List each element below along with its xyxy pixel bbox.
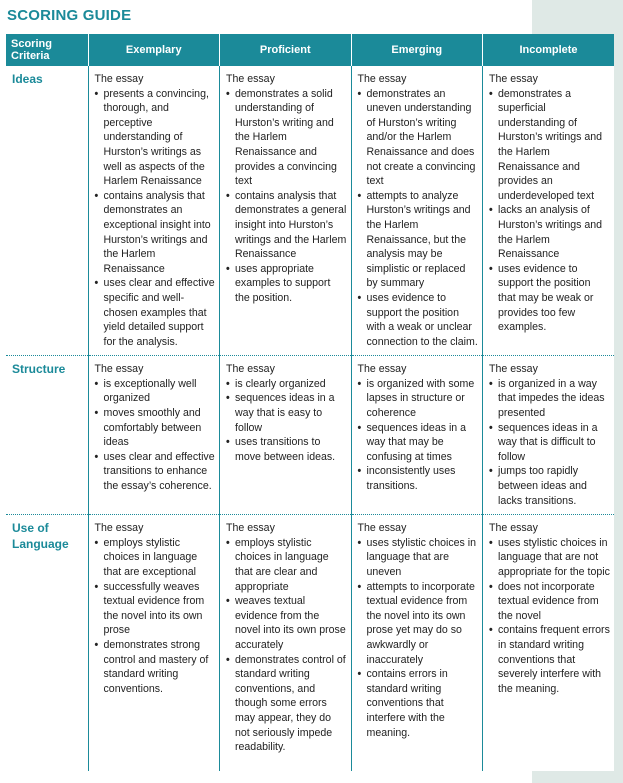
rubric-cell-emerging <box>351 66 483 356</box>
criteria-bullet: • does not incorporate textual evidence from the novel <box>489 580 610 624</box>
criteria-row-structure <box>6 356 614 515</box>
header-exemplary: Exemplary <box>88 34 220 66</box>
criteria-bullet-list <box>489 87 610 335</box>
criteria-bullet: • contains analysis that demonstrates an exceptional insight into Hurston’s writings and the Harlem Renaissance <box>95 189 216 277</box>
criteria-bullet: • contains frequent errors in standard writing conventions that severely interfere with the meaning. <box>489 623 610 696</box>
criteria-bullet: • weaves textual evidence from the novel into its own prose accurately <box>226 594 347 652</box>
criteria-row-ideas <box>6 66 614 356</box>
criteria-bullet: • jumps too rapidly between ideas and lacks transitions. <box>489 464 610 508</box>
header-row <box>6 34 614 66</box>
rubric-cell-emerging <box>351 515 483 771</box>
criteria-bullet: • demonstrates an uneven understanding of Hurston’s writing and/or the Harlem Renaissance and does not create a convincing text <box>358 87 479 189</box>
criteria-bullet: • sequences ideas in a way that may be confusing at times <box>358 421 479 465</box>
cell-lead-text: The essay <box>489 522 538 535</box>
page-title: SCORING GUIDE <box>7 7 132 24</box>
criteria-bullet: • presents a convincing, thorough, and perceptive understanding of Hurston’s writings as well as aspects of the Harlem Renaissance <box>95 87 216 189</box>
cell-lead-text: The essay <box>357 522 407 535</box>
criteria-bullet: • sequences ideas in a way that is difficult to follow <box>489 421 610 465</box>
criterion-label: Use of Language <box>12 521 69 552</box>
criteria-bullet: • moves smoothly and comfortably between ideas <box>95 406 216 450</box>
criteria-bullet: • demonstrates a superficial understanding of Hurston’s writings and the Harlem Renaissance and provides an underdeveloped text <box>489 87 610 204</box>
criteria-bullet: • sequences ideas in a way that is easy to follow <box>226 391 347 435</box>
header-incomplete: Incomplete <box>483 34 615 66</box>
criteria-bullet: • is organized in a way that impedes the ideas presented <box>489 377 610 421</box>
criteria-bullet: • employs stylistic choices in language that are exceptional <box>95 536 216 580</box>
header-scoring-criteria: Scoring Criteria <box>6 34 88 66</box>
header-proficient: Proficient <box>220 34 352 66</box>
rubric-cell-proficient <box>220 515 352 771</box>
criteria-bullet: • employs stylistic choices in language that are clear and appropriate <box>226 536 347 594</box>
cell-lead-text: The essay <box>357 73 407 85</box>
criteria-bullet-list <box>95 536 216 697</box>
criteria-bullet: • is clearly organized <box>226 377 347 392</box>
rubric-cell-proficient <box>220 66 352 356</box>
rubric-cell-incomplete <box>483 66 615 356</box>
criteria-bullet-list <box>358 87 479 350</box>
cell-lead-text: The essay <box>94 522 144 535</box>
criteria-bullet: • attempts to analyze Hurston’s writings and the Harlem Renaissance, but the analysis may be simplistic or replaced by summary <box>358 189 479 291</box>
rubric-cell-emerging <box>351 356 483 515</box>
criteria-bullet-list <box>358 377 479 494</box>
criteria-bullet: • attempts to incorporate textual evidence from the novel into its own prose yet may do so awkwardly or inaccurately <box>358 580 479 668</box>
criterion-label: Ideas <box>6 66 88 356</box>
criteria-bullet: • uses transitions to move between ideas. <box>226 435 347 464</box>
criteria-bullet: • successfully weaves textual evidence from the novel into its own prose <box>95 580 216 638</box>
criteria-bullet: • uses clear and effective transitions to enhance the essay’s coherence. <box>95 450 216 494</box>
criteria-bullet: • is exceptionally well organized <box>95 377 216 406</box>
criteria-bullet-list <box>226 87 347 306</box>
header-emerging: Emerging <box>351 34 483 66</box>
criteria-row-use-of-language <box>6 515 614 771</box>
criteria-bullet: • uses stylistic choices in language that are not appropriate for the topic <box>489 536 610 580</box>
rubric-cell-proficient <box>220 356 352 515</box>
criteria-bullet: • demonstrates control of standard writing conventions, and though some errors may appear, they do not seriously impede readability. <box>226 653 347 755</box>
criteria-bullet: • contains errors in standard writing conventions that interfere with the meaning. <box>358 667 479 740</box>
criteria-bullet: • demonstrates strong control and mastery of standard writing conventions. <box>95 638 216 696</box>
criteria-bullet: • inconsistently uses transitions. <box>358 464 479 493</box>
rubric-cell-exemplary <box>88 515 220 771</box>
cell-lead-text: The essay <box>489 363 538 376</box>
criteria-bullet: • demonstrates a solid understanding of Hurston’s writing and the Harlem Renaissance and provides a convincing text <box>226 87 347 189</box>
criteria-bullet: • uses stylistic choices in language that are uneven <box>358 536 479 580</box>
cell-lead-text: The essay <box>489 73 538 85</box>
cell-lead-text: The essay <box>226 73 275 85</box>
criteria-bullet-list <box>226 536 347 755</box>
cell-lead-text: The essay <box>94 363 144 376</box>
rubric-cell-exemplary <box>88 356 220 515</box>
criteria-bullet-list <box>226 377 347 465</box>
criteria-bullet: • uses evidence to support the position that may be weak or provides too few examples. <box>489 262 610 335</box>
criterion-label: Structure <box>6 356 88 515</box>
criteria-bullet: • uses appropriate examples to support the position. <box>226 262 347 306</box>
criteria-bullet: • lacks an analysis of Hurston’s writings and the Harlem Renaissance <box>489 203 610 261</box>
criteria-bullet-list <box>358 536 479 740</box>
rubric-cell-exemplary <box>88 66 220 356</box>
cell-lead-text: The essay <box>357 363 407 376</box>
cell-lead-text: The essay <box>226 363 275 376</box>
criteria-bullet-list <box>489 377 610 508</box>
rubric-cell-incomplete <box>483 515 615 771</box>
criteria-bullet: • uses clear and effective specific and well-chosen examples that yield detailed support for the analysis. <box>95 276 216 349</box>
criteria-bullet-list <box>95 377 216 494</box>
cell-lead-text: The essay <box>226 522 275 535</box>
criteria-bullet-list <box>95 87 216 350</box>
cell-lead-text: The essay <box>94 73 144 85</box>
criteria-bullet-list <box>489 536 610 697</box>
criteria-bullet: • contains analysis that demonstrates a general insight into Hurston’s writings and the Harlem Renaissance <box>226 189 347 262</box>
rubric-cell-incomplete <box>483 356 615 515</box>
scoring-rubric-table <box>6 34 614 771</box>
criteria-bullet: • uses evidence to support the position with a weak or unclear connection to the claim. <box>358 291 479 349</box>
criteria-bullet: • is organized with some lapses in structure or coherence <box>358 377 479 421</box>
